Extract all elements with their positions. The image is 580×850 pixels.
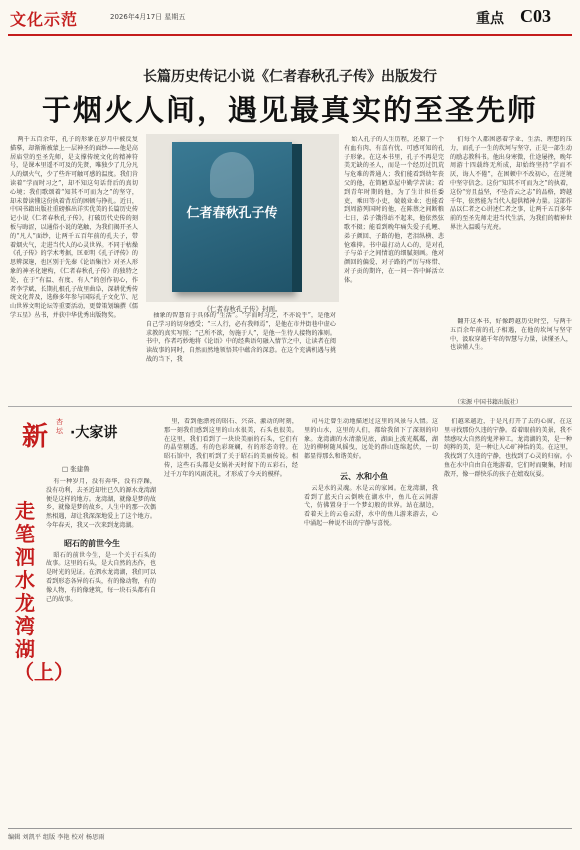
- column-text-3: [304, 418, 438, 823]
- column-para-3: 司马迁曾生动地描述过这里的风景与人情。这里的山水，这里的人们，都给我留下了深刻的印象。龙湾湖的水清澈见底，湖面上波光粼粼，湖边的柳树随风摇曳，远处的群山连绵起伏，一切都显得那么和谐美好。: [304, 418, 438, 461]
- article-text-2b: 抽象的智慧育于具体的“生活”。“学而时习之，不亦说乎”，是他对自己学习的切身感受；“三人行，必有我师焉”，是他在市井街巷中虚心求教的真实写照；“己所不欲，勿施于人”，是他一生待人接物的准则。书中，作者巧妙地将《论语》中的经典语句融入情节之中，让读者在阅读故事的同时，自然而然地领悟其中蕴含的深意。在这个充满机遇与挑战的当下，我: [146, 312, 336, 363]
- column-text-1: [46, 478, 156, 823]
- article-text-1: 两千五百余年，孔子的形象在岁月中被反复描摹，却渐渐被蒙上一层神圣的面纱——他是高居庙堂的至圣先师，是支撑传统文化的精神符号，是课本里遥不可及的先贤，唯独少了几分凡人的烟火气，少了些许可触可感的温度。我们肯读着“学而时习之”，却不知这句话背后的真切心境；我们歌颂着“知其不可而为之”的坚守，却未曾读懂这份执着背后的困顿与挣扎。近日，中国书籍出版社重磅推出详实优美的长篇历史传记小说《仁者春秋孔子传》，打破历代史传的刻板与晦涩，以通俗小说的笔触，为我们揭开圣人的“凡人”面纱，让两千五百年前的孔夫子，带着烟火气，走进当代人的心灵世界。不同于枯燥《孔子传》的学术考据，匡亚明《孔子评传》的思辨深邃，也区别于先秦《论语集注》对圣人形象的神圣化建构，《仁者春秋孔子传》的独特之处，在于“有温、有度、有人”的创作初心，作者李学斌、长期扎根孔子故里曲阜，深耕优秀传统文化普及，选修多年参与国际孔子文化节、尼山世界文明论坛等重要活动，更曾策划编撰《儒学五星》丛书，并获中华优秀出版物奖。: [10, 136, 138, 319]
- column-para-1b: 昭石的前世今生，是一个关于石头的故事。这里的石头，是大自然的杰作，也是时光的见证。在泗水龙湾湖，我们可以看到形态各异的石头，有的像动物，有的像人物，有的像建筑，每一块石头都有自己的故事。: [46, 551, 156, 603]
- page-number: C03: [520, 6, 551, 26]
- confucius-figure-icon: [210, 152, 254, 198]
- subheading-zhaoshi: 昭石的前世今生: [64, 537, 120, 548]
- article-kicker: 长篇历史传记小说《仁者春秋孔子传》出版发行: [143, 69, 437, 85]
- column-banner-xingtan: 杏坛: [56, 418, 63, 435]
- column-text-4: [444, 418, 572, 823]
- dateline: 2026年4月17日 星期五: [110, 13, 186, 21]
- article-text-2: 始人孔子的人生历程，还原了一个有血有肉、有喜有忧、可感可知的孔子形象。在这本书里，孔子不再是完美无缺的圣人，而是一个经历过饥荒与危难的普通人；我们能看到幼年丧父的他，在简陋草屋中勤学苦读；看到青年时期的他，为了生计担任委吏、乘田等小吏，兢兢业业；也能看到周游列国时的他，在陈蔡之间断粮七日，弟子饿得站不起来，他依然弦歌不辍；能看到晚年痛失爱子孔鲤、弟子颜回、子路的他，老泪纵横、悲怆难抑。书中最打动人心的，是对孔子与弟子之间情谊的细腻刻画。他对颜回的偏爱、对子路的严厉与疼惜、对子贡的期许，在一问一答中鲜活立体。: [344, 136, 444, 284]
- column-para-2: 里，看到他漂亮的昭石、兴奋、激动的时刻，那一刻我们感到这里的山水很美，石头也很美。在这里，我们看到了一块块美丽的石头，它们有的晶莹剔透，有的色彩斑斓，有的形态奇特。在昭石馆中，我们听到了关于昭石的美丽传说。相传，这些石头都是女娲补天时留下的五彩石，经过千万年的风雨洗礼，才形成了今天的模样。: [164, 418, 298, 478]
- book-spine: [292, 144, 302, 292]
- column-para-1: 有一种岁月，没有奔华，没有浮躁，没有功利，去圣近却往已久的源水龙湾湖便是这样的地方。龙湾湖，就像是梦的故乡，就像是梦的故乡，人生中的那一次偶然相遇，却让我深深地爱上了这个地方。今年春天，我又一次来到龙湾湖。: [46, 478, 156, 529]
- section-separator: [8, 406, 572, 407]
- editor-credits: 编辑 刘凯平 组版 李艳 校对 杨思雨: [8, 834, 105, 841]
- column-text-2: [164, 418, 298, 823]
- book-title: 仁者春秋孔子传: [186, 206, 278, 221]
- section-label: 重点: [476, 11, 504, 27]
- article-column-1: [10, 136, 138, 398]
- subheading-yun-shui: 云、水和小鱼: [340, 470, 388, 481]
- article-column-3b: [450, 318, 572, 394]
- column-author: □ 张建鲁: [62, 465, 90, 473]
- column-banner-title: ·大家讲: [70, 425, 118, 441]
- column-para-3b: 云是水的灵魂。水是云的家园。在龙湾湖，我看到了蓝天白云倒映在湖水中，鱼儿在云间游弋，仿佛置身于一个梦幻般的世界。站在湖边，看着天上的云卷云舒，水中的鱼儿游来游去，心中涌起一种说不出的宁静与喜悦。: [304, 484, 438, 527]
- book-front: [172, 142, 292, 292]
- column-banner-xin: 新: [22, 422, 49, 452]
- book-cover-image: [146, 134, 339, 302]
- top-rule: [8, 34, 572, 36]
- article-column-2-lower: [146, 312, 336, 398]
- image-caption: 《仁者春秋孔子传》封面。: [203, 305, 282, 313]
- article-source: （宋源 中国书籍出版社）: [454, 399, 522, 406]
- newspaper-brand: 文化示范: [10, 10, 79, 29]
- article-headline: 于烟火人间，遇见最真实的至圣先师: [41, 93, 538, 127]
- footer-rule: [8, 828, 572, 829]
- column-vertical-title: 走笔泗水龙湾湖（上）: [14, 499, 74, 684]
- article-text-3b: 翻开这本书，好像跨越历史时空，与两千五百余年前的孔子相遇，在他的坎坷与坚守中，汲取穿越千年的智慧与力量，读懂圣人，也读懂人生。: [450, 318, 572, 352]
- article-column-3: [450, 136, 572, 316]
- article-text-3: 们每个人都困惑着学业、生活、理想的压力，而孔子一生的坎坷与坚守，正是一部生动的励志教科书。他出身寒微，仕途屡挫，晚年周游十四载终无所成，却始终坚持“学而不厌，诲人不倦”，在困顿中不改初心，在逆境中坚守信念。这份“知其不可而为之”的执着，这份“穷且益坚，不坠青云之志”的品格，跨越千年，依然能为当代人提供精神力量。这部作品以仁者之心讲述仁者之事，让两千五百多年前的至圣先师走进当代生活，为我们的精神世界注入温暖与光亮。: [450, 136, 572, 231]
- article-column-2: [344, 136, 444, 398]
- column-para-4: 们越来越近，于是凡打开了去的心窗，在这里寻找那份久违的宁静。看着眼前的美景，我不禁感叹大自然的鬼斧神工。龙湾湖的美，是一种纯粹的美，是一种让人心旷神怡的美。在这里，我找到了久违的宁静，也找到了心灵的归宿。小鱼在水中自由自在地游着，它们时而聚集，时而散开，像一群快乐的孩子在嬉戏玩耍。: [444, 418, 572, 478]
